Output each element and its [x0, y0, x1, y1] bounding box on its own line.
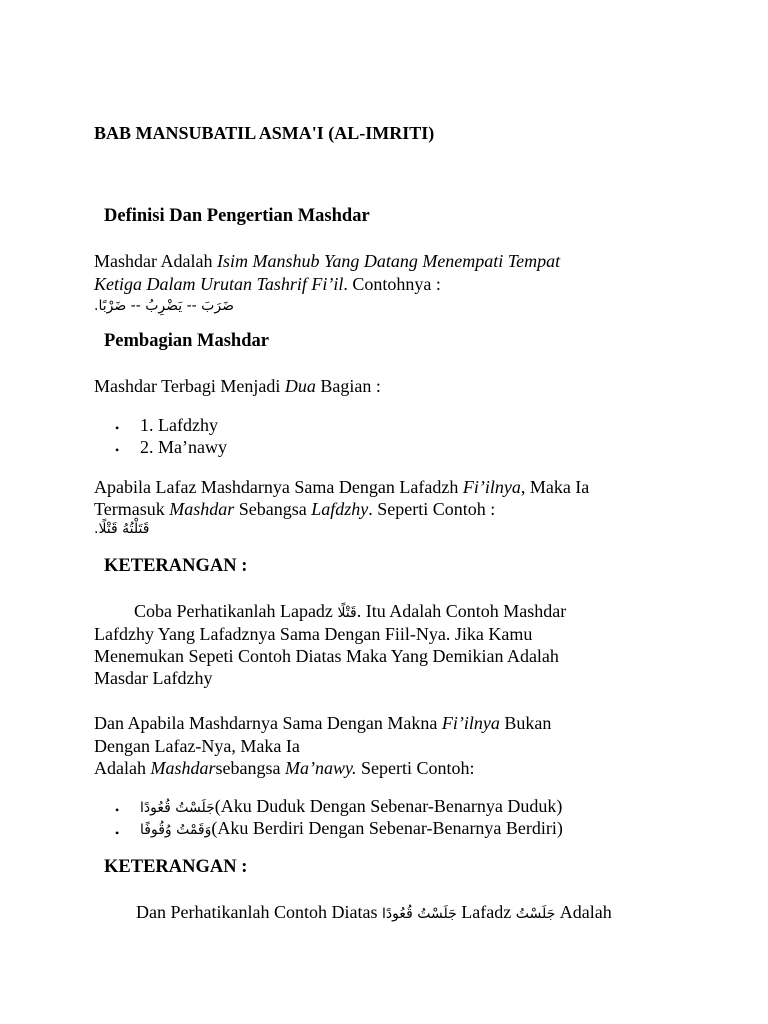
arabic-example-qatala: ﻗَﺘَﻠْﺘُﻪُ ﻗَﺘْﻠًﺎ.: [94, 521, 150, 537]
lafdzhy-italic: Fi’ilnya: [462, 477, 521, 497]
pembagian-intro: [94, 376, 381, 397]
manawy-line-3: [94, 758, 474, 779]
heading-pembagian: Pembagian Mashdar: [104, 331, 269, 351]
manawy-text-2: Adalah: [94, 758, 151, 778]
keterangan2-arabic-1: ﺟَﻠَﺴْﺖُ ﻗُﻌُﻮﺩًﺍ: [381, 906, 457, 922]
keterangan1-line-3: Menemukan Sepeti Contoh Diatas Maka Yang Demikian Adalah: [94, 646, 559, 666]
heading-keterangan-2: KETERANGAN :: [104, 857, 248, 877]
list-item: 1. Lafdzhy: [140, 415, 218, 435]
keterangan2-text-mid: Lafadz: [456, 902, 516, 922]
manawy-line-2: Dengan Lafaz-Nya, Maka Ia: [94, 736, 300, 756]
bullet-icon: •: [115, 421, 120, 435]
list-item: [140, 796, 562, 817]
definition-italic: Isim Manshub Yang Datang Menempati Tempat: [216, 251, 561, 271]
pembagian-text: Mashdar Terbagi Menjadi: [94, 376, 285, 396]
definition-italic-2: Ketiga Dalam Urutan Tashrif Fi’il: [94, 274, 344, 294]
pembagian-italic: Dua: [284, 376, 316, 396]
lafdzhy-text-4: . Seperti Contoh :: [368, 499, 496, 519]
heading-keterangan-1: KETERANGAN :: [104, 556, 248, 576]
lafdzhy-line-2: [94, 499, 495, 520]
heading-definisi: Definisi Dan Pengertian Mashdar: [104, 206, 370, 226]
lafdzhy-text-3: Sebangsa: [234, 499, 312, 519]
bullet-icon: •: [115, 826, 120, 840]
lafdzhy-italic-2: Mashdar: [169, 499, 235, 519]
document-title: BAB MANSUBATIL ASMA'I (AL-IMRITI): [94, 123, 435, 143]
lafdzhy-text-2: Termasuk: [94, 499, 170, 519]
manawy-italic-3: Ma’nawy.: [284, 758, 357, 778]
list-item-arabic: ﺟَﻠَﺴْﺖُ ﻗُﻌُﻮﺩًﺍ: [140, 800, 215, 816]
manawy-italic: Fi’ilnya: [441, 713, 500, 733]
keterangan1-line-1: [134, 601, 566, 622]
manawy-italic-2: Mashdar: [150, 758, 216, 778]
manawy-text-3: sebangsa: [215, 758, 285, 778]
lafdzhy-italic-3: Lafdzhy: [311, 499, 369, 519]
definition-line-2: [94, 274, 441, 295]
keterangan2-text: Dan Perhatikanlah Contoh Diatas: [136, 902, 382, 922]
keterangan1-text-end: . Itu Adalah Contoh Mashdar: [356, 601, 567, 621]
keterangan1-line-4: Masdar Lafdzhy: [94, 668, 213, 688]
list-item: [140, 818, 563, 839]
definition-line-1: [94, 251, 560, 272]
keterangan2-line-1: [136, 902, 612, 923]
lafdzhy-text: Apabila Lafaz Mashdarnya Sama Dengan Lafadzh: [94, 477, 463, 497]
lafdzhy-line-1: [94, 477, 589, 498]
keterangan1-line-2: Lafdzhy Yang Lafadznya Sama Dengan Fiil-Nya. Jika Kamu: [94, 624, 533, 644]
bullet-icon: •: [115, 443, 120, 457]
keterangan1-text: Coba Perhatikanlah Lapadz: [134, 601, 338, 621]
manawy-text-4: Seperti Contoh:: [356, 758, 475, 778]
definition-text: Mashdar Adalah: [94, 251, 217, 271]
list-item-text: (Aku Duduk Dengan Sebenar-Benarnya Duduk): [214, 796, 563, 816]
keterangan2-arabic-2: ﺟَﻠَﺴْﺖُ: [515, 906, 556, 922]
pembagian-text-end: Bagian :: [315, 376, 381, 396]
list-item: 2. Ma’nawy: [140, 437, 227, 457]
list-item-arabic: ﻭَﻗَﻤْﺖُ ﻭُﻗُﻮﻓًﺎ: [140, 822, 212, 838]
arabic-example-dharaba: ﺿَﺮَﺏَ -- ﻳَﻀْﺮِﺏُ -- ﺿَﺮْﺑًﺎ.: [94, 298, 234, 314]
keterangan2-text-end: Adalah: [555, 902, 612, 922]
manawy-text: Dan Apabila Mashdarnya Sama Dengan Makna: [94, 713, 442, 733]
keterangan1-arabic: ﻗَﺘْﻠًﺎ: [337, 605, 357, 621]
manawy-text-end: Bukan: [499, 713, 552, 733]
list-item-text: (Aku Berdiri Dengan Sebenar-Benarnya Berdiri): [211, 818, 563, 838]
definition-example-label: . Contohnya :: [343, 274, 441, 294]
bullet-icon: •: [115, 803, 120, 817]
lafdzhy-text-end: , Maka Ia: [520, 477, 590, 497]
manawy-line-1: [94, 713, 551, 734]
